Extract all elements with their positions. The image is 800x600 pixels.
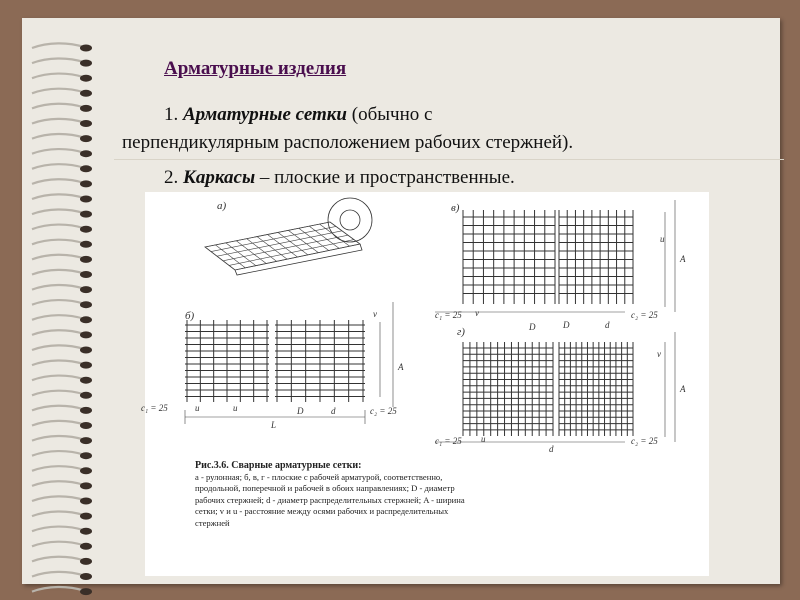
dim-c2-b: c₂ = 25 bbox=[370, 406, 397, 416]
item-1-number: 1. bbox=[164, 104, 179, 125]
binding-ring bbox=[32, 285, 92, 293]
mesh-panel-v bbox=[463, 210, 633, 304]
mesh-bar bbox=[235, 244, 360, 270]
item-2-term: Каркасы bbox=[183, 167, 256, 188]
figure-caption bbox=[195, 460, 465, 529]
binding-ring bbox=[32, 330, 92, 338]
figure-caption-title: Рис.3.6. Сварные арматурные сетки: bbox=[195, 460, 362, 471]
mesh-bar bbox=[205, 222, 330, 247]
dim-c1-b: c₁ = 25 bbox=[141, 403, 168, 413]
dim-u-v: u bbox=[660, 234, 665, 244]
binding-ring bbox=[32, 511, 92, 519]
mesh-bar bbox=[320, 224, 350, 246]
dim-L: L bbox=[271, 420, 277, 430]
mesh-bar bbox=[223, 235, 348, 261]
binding-ring bbox=[32, 481, 92, 489]
item-2-number: 2. bbox=[164, 167, 179, 188]
binding-ring bbox=[32, 527, 92, 535]
item-1-text: (обычно с bbox=[351, 104, 433, 125]
binding-ring bbox=[32, 179, 92, 187]
dim-D-v: D bbox=[563, 320, 570, 330]
binding-ring bbox=[32, 164, 92, 172]
binding-ring bbox=[32, 466, 92, 474]
dim-u-b2: u bbox=[233, 403, 238, 413]
dim-A-g: A bbox=[680, 384, 686, 394]
mesh-bar bbox=[247, 239, 277, 262]
binding-ring bbox=[32, 194, 92, 202]
mesh-bar bbox=[257, 237, 287, 260]
mesh-bar bbox=[330, 222, 360, 244]
mesh-panel-g bbox=[463, 342, 633, 436]
binding-ring bbox=[32, 43, 92, 51]
divider bbox=[114, 159, 784, 160]
panel-label-a: а) bbox=[217, 200, 227, 212]
mesh-bar bbox=[217, 231, 342, 256]
binding-ring bbox=[32, 225, 92, 233]
binding-ring bbox=[32, 406, 92, 414]
dim-c2-g: c₂ = 25 bbox=[631, 436, 658, 446]
dim-v-b: v bbox=[373, 309, 377, 319]
mesh-bar bbox=[268, 235, 298, 258]
binding-ring bbox=[32, 391, 92, 399]
binding-ring bbox=[32, 119, 92, 127]
mesh-bar bbox=[205, 247, 235, 270]
dim-c2-v: c₂ = 25 bbox=[631, 310, 658, 320]
mesh-figure bbox=[141, 192, 709, 576]
item-1-term: Арматурные сетки bbox=[183, 104, 347, 125]
item-2-text: – плоские и пространственные. bbox=[259, 167, 515, 188]
slide-title: Арматурные изделия bbox=[164, 58, 347, 79]
item-2-line bbox=[164, 167, 515, 189]
dim-u-g: u bbox=[481, 434, 486, 444]
dim-d-v: d bbox=[605, 320, 610, 330]
figure-caption-text: а - рулонная; б, в, г - плоские с рабочей арматурой, соответственно, продольной, поперечной и рабочей в обоих направлениях; D - диаметр рабочих стержней; d - диаметр распределительных стержней; A - ширина сетки; v и u - расстояние между осями рабочих и распределительных стержней bbox=[195, 471, 465, 528]
binding-ring bbox=[32, 557, 92, 565]
dim-A-v: A bbox=[680, 254, 686, 264]
binding-ring bbox=[32, 587, 92, 595]
binding-ring bbox=[32, 74, 92, 82]
spiral-binding bbox=[28, 40, 108, 600]
binding-ring bbox=[32, 149, 92, 157]
binding-ring bbox=[32, 421, 92, 429]
binding-ring bbox=[32, 255, 92, 263]
dim-d-g: d bbox=[549, 444, 554, 454]
mesh-bar bbox=[226, 243, 256, 266]
mesh-bar bbox=[299, 228, 329, 250]
binding-ring bbox=[32, 89, 92, 97]
binding-ring bbox=[32, 58, 92, 66]
panel-label-b: б) bbox=[185, 310, 195, 322]
panel-label-g: г) bbox=[457, 326, 465, 338]
mesh-panel-b bbox=[185, 320, 365, 402]
item-1-continuation: перпендикулярным расположением рабочих стержней). bbox=[122, 132, 574, 153]
mesh-bar bbox=[288, 230, 318, 252]
mesh-bar bbox=[211, 226, 336, 251]
mesh-bar bbox=[278, 232, 308, 254]
item-1-line bbox=[164, 104, 432, 126]
dim-v-g: v bbox=[657, 349, 661, 359]
dim-D-b: D bbox=[297, 406, 304, 416]
binding-ring bbox=[32, 270, 92, 278]
binding-ring bbox=[32, 315, 92, 323]
rolled-mesh-grid bbox=[205, 222, 360, 270]
mesh-bar bbox=[236, 241, 266, 264]
rolled-mesh-drawing bbox=[205, 198, 372, 275]
dim-v-v: v bbox=[475, 308, 479, 318]
binding-ring bbox=[32, 240, 92, 248]
mesh-bar bbox=[215, 245, 245, 268]
binding-ring bbox=[32, 451, 92, 459]
dim-A-b: A bbox=[398, 362, 404, 372]
binding-ring bbox=[32, 300, 92, 308]
dim-D-g: D bbox=[529, 322, 536, 332]
binding-ring bbox=[32, 134, 92, 142]
binding-ring bbox=[32, 345, 92, 353]
binding-ring bbox=[32, 436, 92, 444]
dim-c1-g: c₁ = 25 bbox=[435, 436, 462, 446]
binding-ring bbox=[32, 376, 92, 384]
binding-ring bbox=[32, 360, 92, 368]
panel-label-v: в) bbox=[451, 202, 460, 214]
mesh-bar bbox=[229, 240, 354, 266]
dim-d-b: d bbox=[331, 406, 336, 416]
binding-ring bbox=[32, 104, 92, 112]
dim-c1-v: c₁ = 25 bbox=[435, 310, 462, 320]
mesh-bar bbox=[309, 226, 339, 248]
binding-ring bbox=[32, 496, 92, 504]
dim-u-b1: u bbox=[195, 403, 200, 413]
binding-ring bbox=[32, 572, 92, 580]
binding-ring bbox=[32, 209, 92, 217]
binding-ring bbox=[32, 542, 92, 550]
